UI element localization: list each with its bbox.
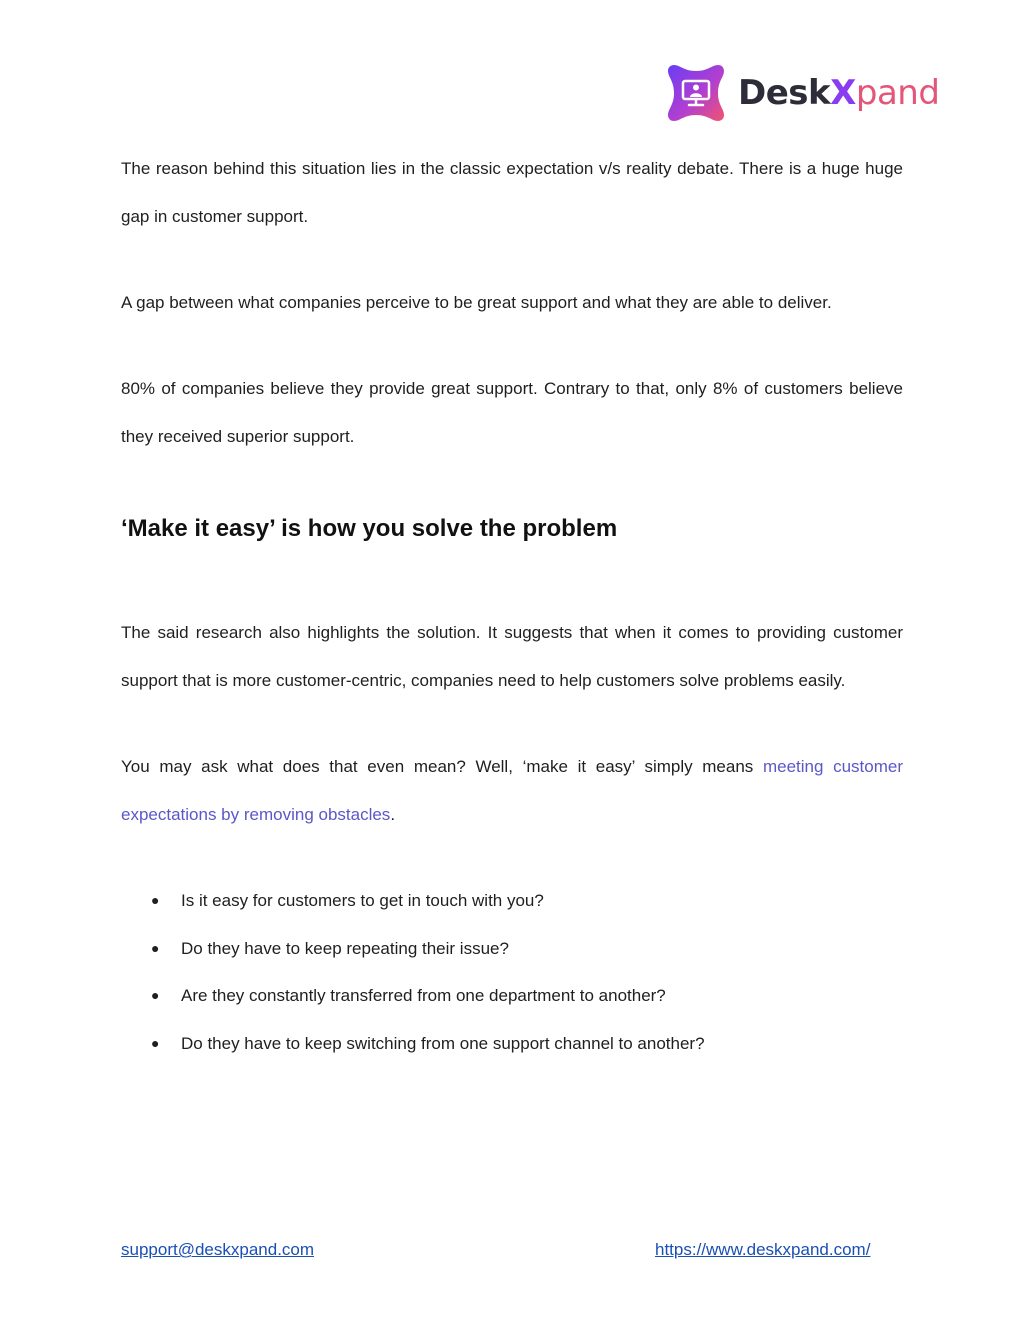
question-text: Are they constantly transferred from one department to another? [181, 986, 666, 1005]
question-list [121, 877, 903, 1067]
question-text: Is it easy for customers to get in touch with you? [181, 891, 544, 910]
brand-name-desk: Desk [738, 73, 831, 113]
website-link[interactable]: https://www.deskxpand.com/ [655, 1240, 871, 1259]
paragraph-solution: The said research also highlights the solution. It suggests that when it comes to providing customer support that is more customer-centric, companies need to help customers solve problems easily. [121, 623, 903, 690]
make-it-easy-text: You may ask what does that even mean? Well, ‘make it easy’ simply means [121, 757, 763, 776]
paragraph-expectation-gap: The reason behind this situation lies in the classic expectation v/s reality debate. There is a huge huge gap in customer support. [121, 159, 903, 226]
paragraph-make-it-easy [121, 743, 903, 839]
paragraph-perceived-gap: A gap between what companies perceive to be great support and what they are able to deliver. [121, 293, 832, 312]
document-body [121, 145, 903, 1067]
monitor-person-icon [664, 61, 728, 125]
question-text: Do they have to keep repeating their issue? [181, 938, 509, 958]
brand-name-x: X [830, 73, 856, 113]
bullet-icon: ● [151, 987, 160, 1003]
bullet-icon: ● [151, 1034, 160, 1051]
section-heading: ‘Make it easy’ is how you solve the problem [121, 515, 618, 542]
brand-wordmark [738, 73, 940, 113]
meeting-expectations-link[interactable]: meeting customer expectations by removing obstacles [121, 757, 903, 824]
support-email-link[interactable]: support@deskxpand.com [121, 1240, 315, 1259]
brand-name-pand: pand [855, 73, 940, 113]
paragraph-statistics: 80% of companies believe they provide great support. Contrary to that, only 8% of customers believe they received superior support. [121, 379, 903, 446]
list-item [121, 1020, 903, 1068]
question-text: Do they have to keep switching from one support channel to another? [181, 1033, 705, 1053]
bullet-icon: ● [151, 892, 160, 908]
make-it-easy-period: . [390, 805, 396, 824]
brand-logo [664, 61, 939, 125]
list-item [121, 925, 903, 973]
list-item [121, 972, 903, 1020]
list-item [121, 877, 903, 925]
bullet-icon: ● [151, 939, 160, 956]
